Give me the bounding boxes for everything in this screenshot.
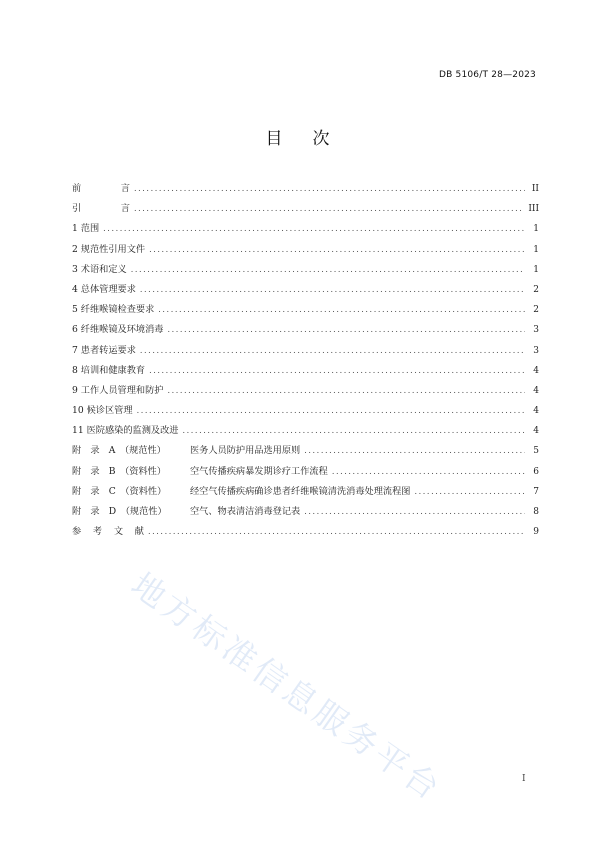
- toc-dot-leader: [149, 240, 525, 260]
- toc-entry[interactable]: [72, 280, 539, 300]
- toc-entry-title: 空气、物表清洁消毒登记表: [190, 506, 301, 517]
- toc-dot-leader: [140, 280, 525, 300]
- toc-dot-leader: [183, 421, 526, 441]
- toc-entry-label: 附 录 A （规范性）: [72, 445, 166, 457]
- toc-entry[interactable]: [72, 421, 539, 441]
- toc-dot-leader: [167, 381, 525, 401]
- toc-entry-page: 7: [533, 486, 539, 497]
- toc-entry-label: 4 总体管理要求: [72, 283, 136, 295]
- toc-dot-leader: [134, 199, 524, 219]
- toc-entry[interactable]: [72, 482, 539, 502]
- toc-entry[interactable]: [72, 522, 539, 542]
- toc-entry-page: 4: [533, 406, 539, 417]
- page-title: [0, 124, 595, 149]
- toc-entry[interactable]: [72, 502, 539, 522]
- toc-entry-label: 引 言: [72, 203, 130, 215]
- page-number: I: [522, 774, 526, 784]
- toc-dot-leader: [149, 361, 525, 381]
- toc-entry[interactable]: [72, 441, 539, 461]
- toc-entry[interactable]: [72, 341, 539, 361]
- toc-entry-label: 7 患者转运要求: [72, 344, 136, 356]
- toc-entry[interactable]: [72, 300, 539, 320]
- toc-entry-page: II: [531, 184, 539, 194]
- toc-entry-label: 3 术语和定义: [72, 263, 127, 275]
- toc-entry[interactable]: [72, 320, 539, 340]
- toc-entry-label: 11 医院感染的监测及改进: [72, 425, 179, 437]
- toc-entry[interactable]: [72, 260, 539, 280]
- toc-dot-leader: [103, 219, 525, 239]
- table-of-contents: [72, 179, 539, 542]
- toc-entry-page: 4: [533, 426, 539, 437]
- toc-dot-leader: [167, 320, 525, 340]
- title-char-right: 次: [312, 129, 330, 149]
- toc-entry-page: 8: [533, 507, 539, 517]
- toc-entry-title: 空气传播疾病暴发期诊疗工作流程: [190, 465, 328, 477]
- title-char-left: 目: [265, 129, 283, 149]
- toc-entry-page: 9: [533, 527, 539, 538]
- toc-entry-label: 9 工作人员管理和防护: [72, 384, 164, 396]
- toc-dot-leader: [140, 341, 525, 361]
- toc-dot-leader: [415, 482, 526, 502]
- toc-entry-label: 参 考 文 献: [72, 526, 144, 538]
- toc-entry-page: III: [528, 204, 539, 215]
- toc-entry-label: 1 范围: [72, 223, 100, 235]
- toc-entry-label: 10 候诊区管理: [72, 405, 133, 417]
- toc-entry-label: 8 培训和健康教育: [72, 364, 146, 376]
- toc-entry[interactable]: [72, 361, 539, 381]
- toc-dot-leader: [148, 522, 525, 542]
- toc-entry-label: 5 纤维喉镜检查要求: [72, 304, 155, 316]
- toc-entry[interactable]: [72, 401, 539, 421]
- watermark: 地方标准信息服务平台: [124, 564, 450, 810]
- toc-entry-label: 前 言: [72, 183, 130, 194]
- toc-entry-page: 6: [533, 466, 539, 477]
- toc-entry[interactable]: [72, 179, 539, 199]
- toc-entry-label: 附 录 B （资料性）: [72, 465, 167, 477]
- toc-dot-leader: [332, 462, 525, 482]
- toc-entry-label: 附 录 D （规范性）: [72, 506, 167, 517]
- toc-entry-page: 1: [533, 244, 539, 255]
- toc-dot-leader: [137, 401, 525, 421]
- toc-dot-leader: [304, 502, 525, 522]
- toc-entry-page: 2: [533, 284, 539, 295]
- toc-dot-leader: [131, 260, 525, 280]
- toc-entry-title: 经空气传播疾病确诊患者纤维喉镜清洗消毒处理流程图: [190, 485, 411, 497]
- toc-entry-page: 5: [533, 446, 539, 457]
- toc-entry-page: 3: [533, 345, 539, 356]
- toc-entry[interactable]: [72, 462, 539, 482]
- toc-entry-page: 1: [533, 264, 539, 275]
- toc-entry[interactable]: [72, 219, 539, 239]
- toc-dot-leader: [158, 300, 525, 320]
- toc-entry[interactable]: [72, 381, 539, 401]
- standard-code: DB 5106/T 28—2023: [438, 70, 536, 80]
- toc-entry-title: 医务人员防护用品选用原则: [190, 445, 301, 457]
- toc-entry-label: 2 规范性引用文件: [72, 243, 146, 255]
- toc-dot-leader: [134, 179, 525, 199]
- toc-entry[interactable]: [72, 199, 539, 219]
- toc-entry-page: 3: [533, 325, 539, 336]
- toc-entry-page: 4: [533, 385, 539, 396]
- toc-entry[interactable]: [72, 240, 539, 260]
- toc-dot-leader: [304, 441, 525, 461]
- toc-entry-page: 4: [533, 365, 539, 376]
- toc-entry-page: 2: [533, 305, 539, 316]
- toc-entry-page: 1: [533, 224, 539, 235]
- toc-entry-label: 6 纤维喉镜及环境消毒: [72, 324, 164, 336]
- toc-entry-label: 附 录 C （资料性）: [72, 485, 167, 497]
